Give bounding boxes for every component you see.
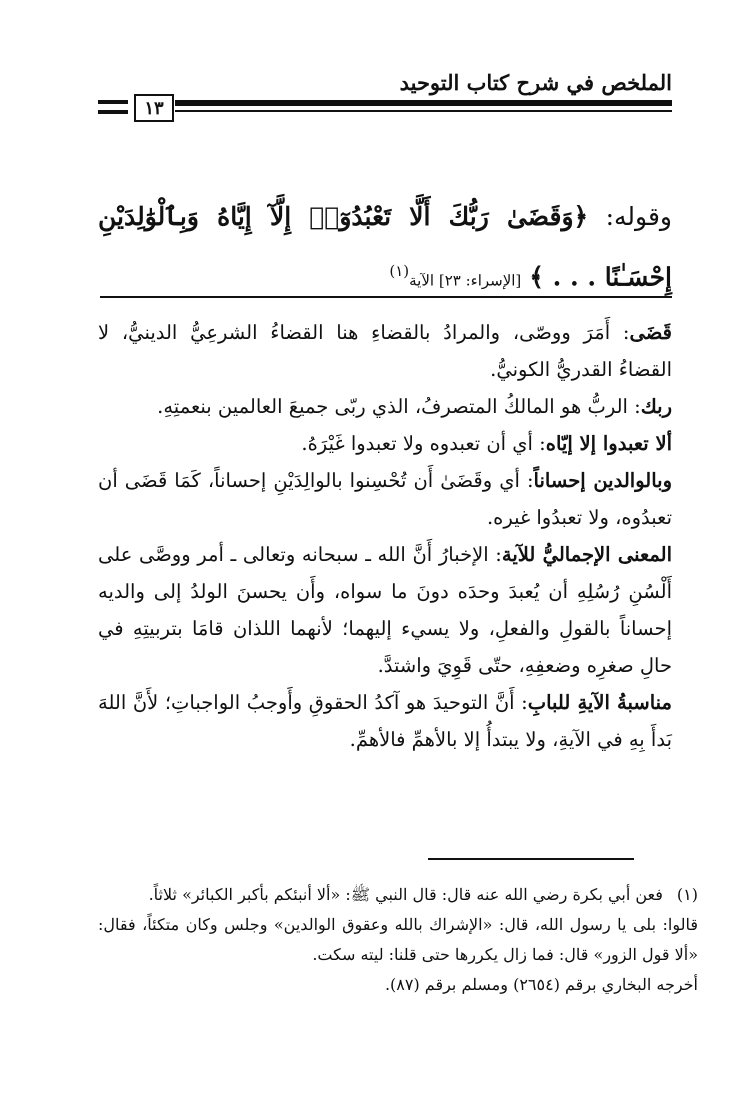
page-number (134, 94, 174, 122)
paragraph-parents (98, 462, 672, 536)
term: ألا تعبدوا إلا إيّاه (545, 432, 672, 455)
footnote-text: فعن أبي بكرة رضي الله عنه قال: قال النبي ﷺ: «ألا أنبئكم بأكبر الكبائر» ثلاثاً. (148, 885, 663, 904)
verse-block (98, 190, 672, 307)
footnote-text: قالوا: بلى يا رسول الله، قال: «الإشراك بالله وعقوق الوالدين» وجلس وكان متكئاً، فقال: «ألا قول الزور» قال: فما زال يكررها حتى قلنا: ليته سكت. (98, 915, 698, 964)
term: قَضَى (629, 321, 672, 344)
verse-reference: [الإسراء: ٢٣] (438, 271, 522, 290)
verse-text: ﴿وَقَضَىٰ رَبُّكَ أَلَّا تَعْبُدُوٓا۟ إِلَّآ إِيَّاهُ وَبِٱلْوَٰلِدَيْنِ إِحْسَـٰنًا . . . ﴾ (98, 202, 672, 292)
section-divider (100, 296, 672, 298)
explanation: : أَنَّ التوحيدَ هو آكدُ الحقوقِ وأَوجبُ الواجباتِ؛ لأَنَّ اللهَ بَدأَ بِهِ في الآيةِ، ولا يبتدأُ إلا بالأهمِّ فالأهمِّ. (98, 691, 672, 751)
term: مناسبةُ الآيةِ للبابِ (527, 691, 672, 714)
page-number-text: ١٣ (144, 97, 164, 119)
footnote-line (98, 970, 698, 1000)
footnote-line (98, 910, 698, 970)
footnote-divider (428, 858, 634, 860)
footnote-text: أخرجه البخاري برقم (٢٦٥٤) ومسلم برقم (٨٧). (384, 975, 698, 994)
explanation: : أي وقَضَىٰ أَن تُحْسِنوا بالوالِدَيْنِ إحساناً، كَمَا قَضَى أن تعبدُوه، ولا تعبدُوا غيره. (98, 469, 672, 529)
header-rule-thin (175, 110, 672, 112)
header-stub-top (98, 100, 128, 104)
verse-intro: وقوله: (588, 202, 672, 231)
term: ربك (640, 395, 672, 418)
term: وبالوالدين إحساناً (533, 469, 672, 492)
paragraph-relevance (98, 684, 672, 758)
header-stub-bottom (98, 110, 128, 114)
commentary (98, 314, 672, 758)
paragraph-qada (98, 314, 672, 388)
paragraph-rabb (98, 388, 672, 425)
paragraph-general-meaning (98, 536, 672, 684)
header-rule-thick (175, 100, 672, 106)
explanation: : الإخبارُ أَنَّ الله ـ سبحانه وتعالى ـ أمر ووصَّى على أَلْسُنِ رُسُلِهِ أن يُعبدَ وحدَه دونَ ما سواه، وأَن يحسنَ الولدُ إلى والديه إحساناً بالقولِ والفعلِ، ولا يسيء إليهما؛ لأنهما اللذان قامَا بتربيتِهِ في حالِ صغرِه وضعفِهِ، حتّى قَوِيَ واشتدَّ. (98, 543, 672, 677)
term: المعنى الإجماليُّ للآية (501, 543, 672, 566)
verse-tail: الآية (409, 271, 439, 290)
explanation: : أي أن تعبدوه ولا تعبدوا غَيْرَهُ. (301, 432, 546, 455)
footnote-line (98, 880, 698, 910)
verse-footnote-mark: (١) (389, 262, 410, 280)
running-header-title: الملخص في شرح كتاب التوحيد (399, 70, 672, 95)
footnote (98, 880, 698, 1000)
footnote-number: (١) (676, 885, 698, 904)
explanation: : أَمَرَ ووصّى، والمرادُ بالقضاءِ هنا القضاءُ الشرعِيُّ الدينيُّ، لا القضاءُ القدريُّ الكونيُّ. (98, 321, 672, 381)
paragraph-worship (98, 425, 672, 462)
explanation: : الربُّ هو المالكُ المتصرفُ، الذي ربّى جميعَ العالمين بنعمتِهِ. (157, 395, 641, 418)
